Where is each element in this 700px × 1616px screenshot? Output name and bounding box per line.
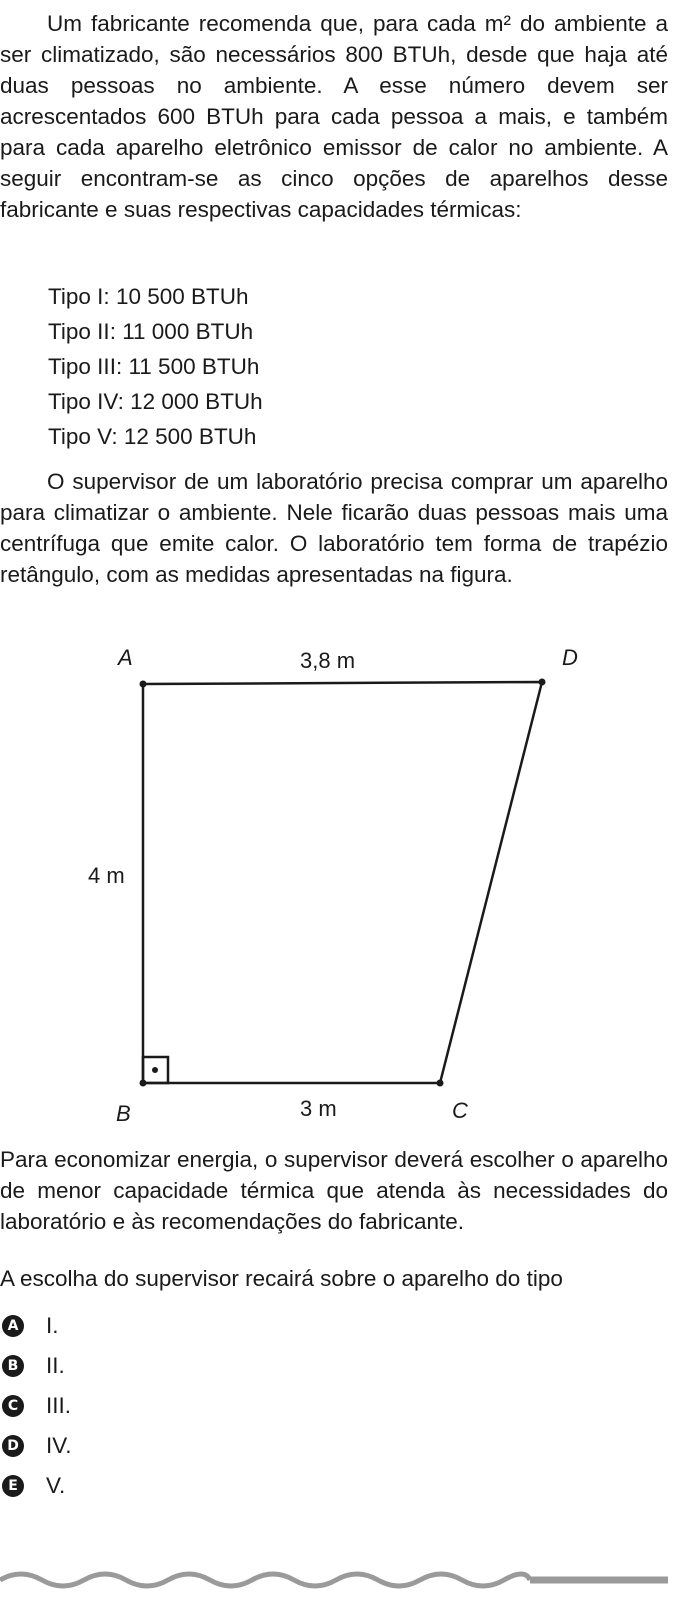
- vertex-label-c: C: [452, 1098, 468, 1123]
- decorative-wave-divider: [0, 1566, 700, 1596]
- side-label-left: 4 m: [88, 863, 125, 888]
- statement-paragraph: Para economizar energia, o supervisor deverá escolher o aparelho de menor capacidade térmica que atenda às necessidades do laboratório e às recomendações do fabricante.: [0, 1147, 668, 1234]
- option-text: III.: [46, 1393, 72, 1418]
- answer-options: [0, 1306, 71, 1506]
- question-text: A escolha do supervisor recairá sobre o aparelho do tipo: [0, 1266, 563, 1291]
- right-angle-dot: [152, 1067, 158, 1073]
- option-letter-badge: C: [2, 1395, 24, 1417]
- vertex-label-a: A: [118, 645, 133, 670]
- device-type-item: Tipo V: 12 500 BTUh: [48, 424, 257, 449]
- intro-paragraph: Um fabricante recomenda que, para cada m² do ambiente a ser climatizado, são necessários 800 BTUh, desde que haja até duas pessoas no ambiente. A esse número devem ser acrescentados 600 BTUh para cada pessoa a mais, e também para cada aparelho eletrônico emissor de calor no ambiente. A seguir encontram-se as cinco opções de aparelhos desse fabricante e suas respectivas capacidades térmicas:: [0, 11, 668, 222]
- vertex-dot-c: [437, 1080, 444, 1087]
- device-type-item: Tipo I: 10 500 BTUh: [48, 284, 249, 309]
- option-letter-badge: A: [2, 1315, 24, 1337]
- option-letter-badge: E: [2, 1475, 24, 1497]
- device-type-item: Tipo IV: 12 000 BTUh: [48, 389, 263, 414]
- side-label-bottom: 3 m: [300, 1096, 337, 1121]
- vertex-label-d: D: [562, 645, 578, 670]
- wave-line: [0, 1574, 530, 1586]
- vertex-dot-a: [140, 681, 147, 688]
- option-letter-badge: D: [2, 1435, 24, 1457]
- answer-option-e[interactable]: [0, 1466, 71, 1506]
- answer-option-a[interactable]: [0, 1306, 71, 1346]
- side-label-top: 3,8 m: [300, 648, 356, 673]
- answer-option-c[interactable]: [0, 1386, 71, 1426]
- vertex-label-b: B: [116, 1101, 131, 1126]
- option-letter-badge: B: [2, 1355, 24, 1377]
- option-text: II.: [46, 1353, 65, 1378]
- device-type-item: Tipo II: 11 000 BTUh: [48, 319, 254, 344]
- vertex-dot-d: [539, 679, 546, 686]
- trapezoid-shape: [143, 682, 542, 1083]
- vertex-dot-b: [140, 1080, 147, 1087]
- option-text: IV.: [46, 1433, 72, 1458]
- option-text: I.: [46, 1313, 59, 1338]
- answer-option-b[interactable]: [0, 1346, 71, 1386]
- answer-option-d[interactable]: [0, 1426, 71, 1466]
- context-paragraph: O supervisor de um laboratório precisa comprar um aparelho para climatizar o ambiente. Nele ficarão duas pessoas mais uma centrífuga que emite calor. O laboratório tem forma de trapézio retângulo, com as medidas apresentadas na figura.: [0, 469, 668, 587]
- option-text: V.: [46, 1473, 66, 1498]
- device-type-item: Tipo III: 11 500 BTUh: [48, 354, 260, 379]
